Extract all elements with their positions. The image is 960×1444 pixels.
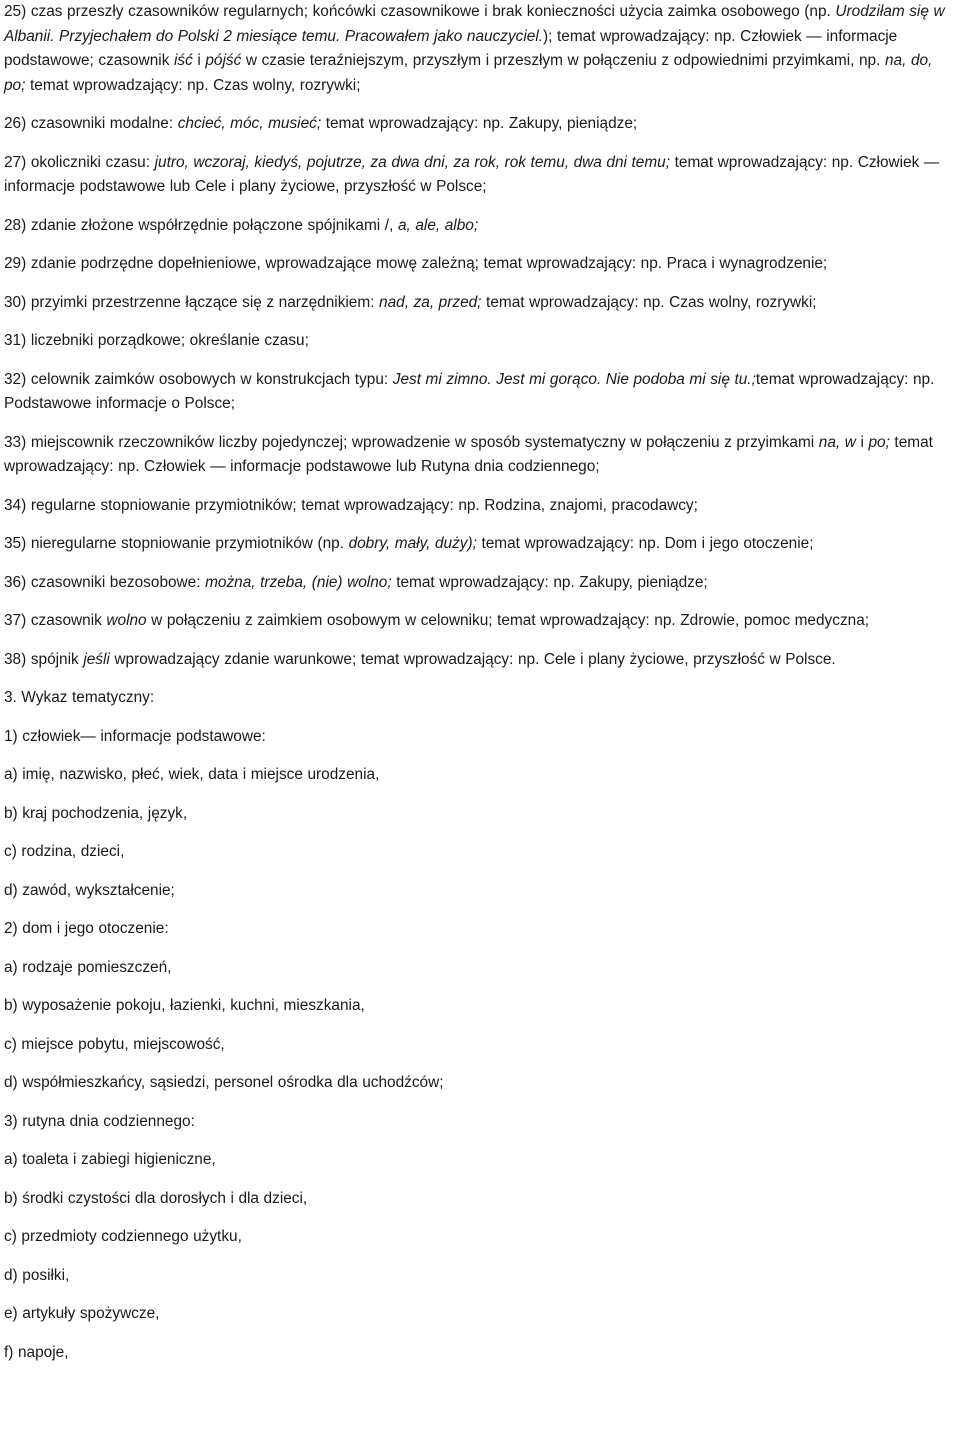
paragraph xyxy=(4,532,956,557)
text-run: a) rodzaje pomieszczeń, xyxy=(4,958,172,976)
italic-text: nad, za, przed; xyxy=(379,293,482,311)
italic-text: jeśli xyxy=(83,650,110,668)
text-run: b) kraj pochodzenia, język, xyxy=(4,804,188,822)
text-run: temat wprowadzający: np. Dom i jego otoczenie; xyxy=(476,535,814,552)
text-run: 2) dom i jego otoczenie: xyxy=(4,920,169,937)
italic-text: jutro, wczoraj, kiedyś, pojutrze, za dwa dni, za rok, rok temu, dwa dni temu; xyxy=(154,153,671,171)
text-run: b) wyposażenie pokoju, łazienki, kuchni, mieszkania, xyxy=(4,997,365,1014)
text-run: 34) regularne stopniowanie przymiotników; temat wprowadzający: np. Rodzina, znajomi, pracodawcy; xyxy=(4,496,698,514)
text-run: 3) rutyna dnia codziennego: xyxy=(4,1112,195,1130)
document-page xyxy=(4,0,956,1365)
text-run: 31) liczebniki porządkowe; określanie czasu; xyxy=(4,332,309,349)
document-body xyxy=(4,0,956,1365)
paragraph xyxy=(4,917,956,942)
paragraph xyxy=(4,725,956,750)
text-run: i xyxy=(855,433,869,451)
italic-text: wolno xyxy=(106,612,147,629)
paragraph xyxy=(4,571,956,596)
text-run: temat wprowadzający: np. Podstawowe informacje o Polsce; xyxy=(4,370,935,412)
text-run: wprowadzający zdanie warunkowe; temat wprowadzający: np. Cele i plany życiowe, przyszłość w Polsce. xyxy=(109,650,836,668)
paragraph xyxy=(4,1033,956,1058)
paragraph xyxy=(4,648,956,673)
paragraph xyxy=(4,879,956,904)
paragraph xyxy=(4,431,956,480)
text-run: 27) okoliczniki czasu: xyxy=(4,153,155,171)
paragraph xyxy=(4,994,956,1019)
text-run: 37) czasownik xyxy=(4,612,107,629)
paragraph xyxy=(4,609,956,634)
text-run: temat wprowadzający: np. Czas wolny, rozrywki; xyxy=(25,76,361,94)
text-run: temat wprowadzający: np. Zakupy, pieniądze; xyxy=(321,115,638,132)
text-run: 29) zdanie podrzędne dopełnieniowe, wprowadzające mowę zależną; temat wprowadzający: np. Praca i wynagrodzenie; xyxy=(4,255,828,272)
text-run: a) toaleta i zabiegi higieniczne, xyxy=(4,1151,216,1168)
italic-text: po; xyxy=(868,433,890,451)
text-run: 28) zdanie złożone współrzędnie połączone spójnikami /, xyxy=(4,216,398,234)
italic-text: dobry, mały, duży); xyxy=(348,535,477,552)
text-run: i xyxy=(192,52,206,69)
text-run: ); temat wprowadzający: np. Człowiek — informacje podstawowe; czasownik xyxy=(4,27,898,69)
text-run: w połączeniu z zaimkiem osobowym w celowniku; temat wprowadzający: np. Zdrowie, pomoc medyczna; xyxy=(146,612,870,629)
paragraph xyxy=(4,1264,956,1289)
text-run: 36) czasowniki bezosobowe: xyxy=(4,573,206,591)
italic-text: można, trzeba, (nie) wolno; xyxy=(205,573,392,591)
paragraph xyxy=(4,1302,956,1327)
text-run: temat wprowadzający: np. Zakupy, pieniądze; xyxy=(391,573,708,591)
italic-text: Urodziłam się w Albanii. Przyjechałem do Polski 2 miesiące temu. Pracowałem jako nauczyciel. xyxy=(4,3,945,45)
paragraph xyxy=(4,1110,956,1135)
text-run: 38) spójnik xyxy=(4,650,84,668)
text-run: w czasie teraźniejszym, przyszłym i przeszłym w połączeniu z odpowiednimi przyimkami, np. xyxy=(241,52,885,69)
text-run: d) zawód, wykształcenie; xyxy=(4,881,175,899)
text-run: d) współmieszkańcy, sąsiedzi, personel ośrodka dla uchodźców; xyxy=(4,1074,444,1091)
text-run: 25) czas przeszły czasowników regularnych; końcówki czasownikowe i brak konieczności użycia zaimka osobowego (np. xyxy=(4,3,836,20)
text-run: c) miejsce pobytu, miejscowość, xyxy=(4,1035,225,1053)
text-run: temat wprowadzający: np. Człowiek — informacje podstawowe lub Cele i plany życiowe, przyszłość w Polsce; xyxy=(4,153,940,195)
paragraph xyxy=(4,214,956,239)
paragraph xyxy=(4,763,956,788)
italic-text: na, w xyxy=(818,433,856,451)
text-run: 26) czasowniki modalne: xyxy=(4,115,178,132)
text-run: 3. Wykaz tematyczny: xyxy=(4,689,155,706)
paragraph xyxy=(4,151,956,200)
text-run: c) rodzina, dzieci, xyxy=(4,843,125,860)
paragraph xyxy=(4,291,956,316)
paragraph xyxy=(4,802,956,827)
text-run: 1) człowiek— informacje podstawowe: xyxy=(4,727,266,745)
paragraph xyxy=(4,686,956,711)
paragraph xyxy=(4,1187,956,1212)
italic-text: Jest mi zimno. Jest mi gorąco. Nie podoba mi się tu.; xyxy=(392,370,756,388)
text-run: c) przedmioty codziennego użytku, xyxy=(4,1228,242,1245)
text-run: 33) miejscownik rzeczowników liczby pojedynczej; wprowadzenie w sposób systematyczny w połączeniu z przyimkami xyxy=(4,433,819,451)
paragraph xyxy=(4,1148,956,1173)
text-run: 32) celownik zaimków osobowych w konstrukcjach typu: xyxy=(4,370,393,388)
text-run: b) środki czystości dla dorosłych i dla dzieci, xyxy=(4,1189,308,1207)
paragraph xyxy=(4,1341,956,1366)
italic-text: na, do, po; xyxy=(4,52,933,94)
paragraph xyxy=(4,0,956,98)
paragraph xyxy=(4,368,956,417)
text-run: 35) nieregularne stopniowanie przymiotników (np. xyxy=(4,535,349,552)
paragraph xyxy=(4,956,956,981)
paragraph xyxy=(4,840,956,865)
paragraph xyxy=(4,1071,956,1096)
paragraph xyxy=(4,329,956,354)
text-run: d) posiłki, xyxy=(4,1266,70,1284)
italic-text: chcieć, móc, musieć; xyxy=(177,115,322,132)
italic-text: iść xyxy=(173,52,193,69)
text-run: 30) przyimki przestrzenne łączące się z narzędnikiem: xyxy=(4,293,380,311)
text-run: temat wprowadzający: np. Człowiek — informacje podstawowe lub Rutyna dnia codziennego; xyxy=(4,433,933,475)
paragraph xyxy=(4,494,956,519)
paragraph xyxy=(4,1225,956,1250)
text-run: f) napoje, xyxy=(4,1343,69,1361)
italic-text: pójść xyxy=(205,52,242,69)
text-run: temat wprowadzający: np. Czas wolny, rozrywki; xyxy=(481,293,817,311)
text-run: a) imię, nazwisko, płeć, wiek, data i miejsce urodzenia, xyxy=(4,766,380,783)
text-run: e) artykuły spożywcze, xyxy=(4,1305,160,1322)
paragraph xyxy=(4,112,956,137)
italic-text: a, ale, albo; xyxy=(397,216,479,234)
paragraph xyxy=(4,252,956,277)
